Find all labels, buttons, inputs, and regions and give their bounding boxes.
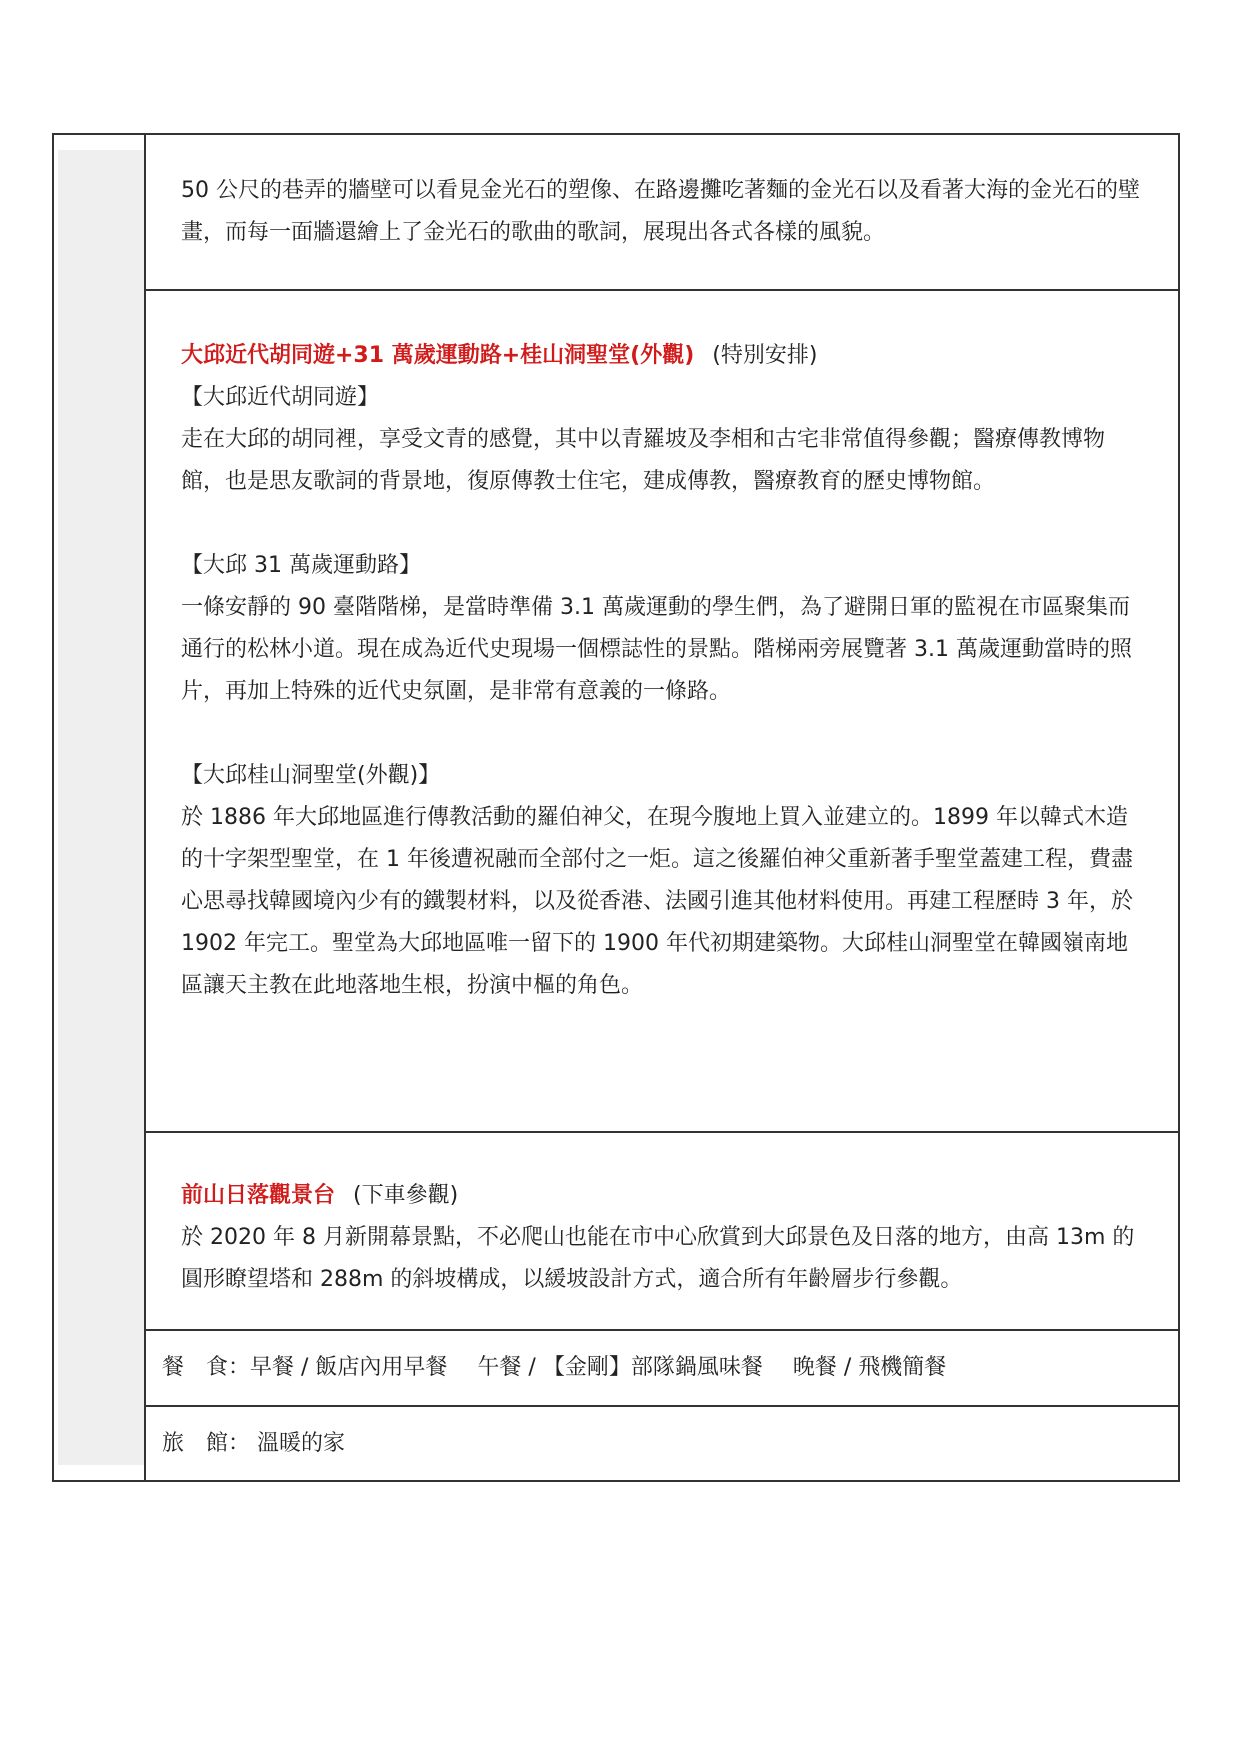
attraction-heading bbox=[181, 1175, 1148, 1217]
attraction-note: (下車參觀) bbox=[353, 1183, 459, 1209]
section-body-cathedral: 於 1886 年大邱地區進行傳教活動的羅伯神父，在現今腹地上買入並建立的。1899 年以韓式木造的十字架型聖堂，在 1 年後遭祝融而全部付之一炬。這之後羅伯神父重新著手聖堂蓋建工程，費盡心思尋找韓國境內少有的鐵製材料，以及從香港、法國引進其他材料使用。再建工程歷時 3 年，於 1902 年完工。聖堂為大邱地區唯一留下的 1900 年代初期建築物。大邱桂山洞聖堂在韓國嶺南地區讓天主教在此地落地生根，扮演中樞的角色。 bbox=[181, 804, 1133, 998]
section-heading-cathedral: 【大邱桂山洞聖堂(外觀)】 bbox=[181, 762, 441, 788]
meals-line bbox=[162, 1353, 946, 1383]
attraction-note: (特別安排) bbox=[712, 342, 818, 368]
meals-label: 餐 食： bbox=[162, 1355, 251, 1381]
section-body-movement-road: 一條安靜的 90 臺階階梯，是當時準備 3.1 萬歲運動的學生們，為了避開日軍的監視在市區聚集而通行的松林小道。現在成為近代史現場一個標誌性的景點。階梯兩旁展覽著 3.1 萬歲運動當時的照片，再加上特殊的近代史氛圍，是非常有意義的一條路。 bbox=[181, 594, 1132, 704]
meals-row bbox=[146, 1331, 1178, 1407]
attraction-row-kim-kwang-seok bbox=[146, 135, 1178, 291]
hotel-label: 旅 館： bbox=[162, 1430, 251, 1456]
section-body-alley-tour: 走在大邱的胡同裡，享受文青的感覺，其中以青羅坡及李相和古宅非常值得參觀；醫療傳教博物館，也是思友歌詞的背景地，復原傳教士住宅，建成傳教，醫療教育的歷史博物館。 bbox=[181, 426, 1106, 494]
section-heading-alley-tour: 【大邱近代胡同遊】 bbox=[181, 384, 380, 410]
hotel-row bbox=[146, 1407, 1178, 1480]
attraction-title: 前山日落觀景台 bbox=[181, 1183, 336, 1209]
day-column bbox=[54, 135, 146, 1480]
attraction-row-sunset-observatory bbox=[146, 1133, 1178, 1331]
attraction-description: 50 公尺的巷弄的牆壁可以看見金光石的塑像、在路邊攤吃著麵的金光石以及看著大海的金光石的壁畫，而每一面牆還繪上了金光石的歌曲的歌詞，展現出各式各樣的風貌。 bbox=[181, 178, 1140, 245]
meal-breakfast: 早餐 / 飯店內用早餐 bbox=[250, 1355, 448, 1381]
meal-dinner: 晚餐 / 飛機簡餐 bbox=[792, 1355, 947, 1381]
hotel-name: 溫暖的家 bbox=[257, 1430, 346, 1456]
day-column-shade bbox=[58, 150, 144, 1465]
attraction-heading bbox=[181, 335, 1148, 377]
itinerary-table bbox=[52, 133, 1180, 1482]
attraction-row-daegu-alleys bbox=[146, 291, 1178, 1134]
hotel-line bbox=[162, 1429, 345, 1459]
section-heading-movement-road: 【大邱 31 萬歲運動路】 bbox=[181, 552, 421, 578]
content-column bbox=[146, 135, 1178, 1480]
attraction-description: 於 2020 年 8 月新開幕景點，不必爬山也能在市中心欣賞到大邱景色及日落的地方，由高 13m 的圓形瞭望塔和 288m 的斜坡構成，以緩坡設計方式，適合所有年齡層步行參觀。 bbox=[181, 1225, 1135, 1293]
attraction-title: 大邱近代胡同遊+31 萬歲運動路+桂山洞聖堂(外觀) bbox=[181, 342, 695, 368]
meal-lunch: 午餐 / 【金剛】部隊鍋風味餐 bbox=[477, 1355, 763, 1381]
